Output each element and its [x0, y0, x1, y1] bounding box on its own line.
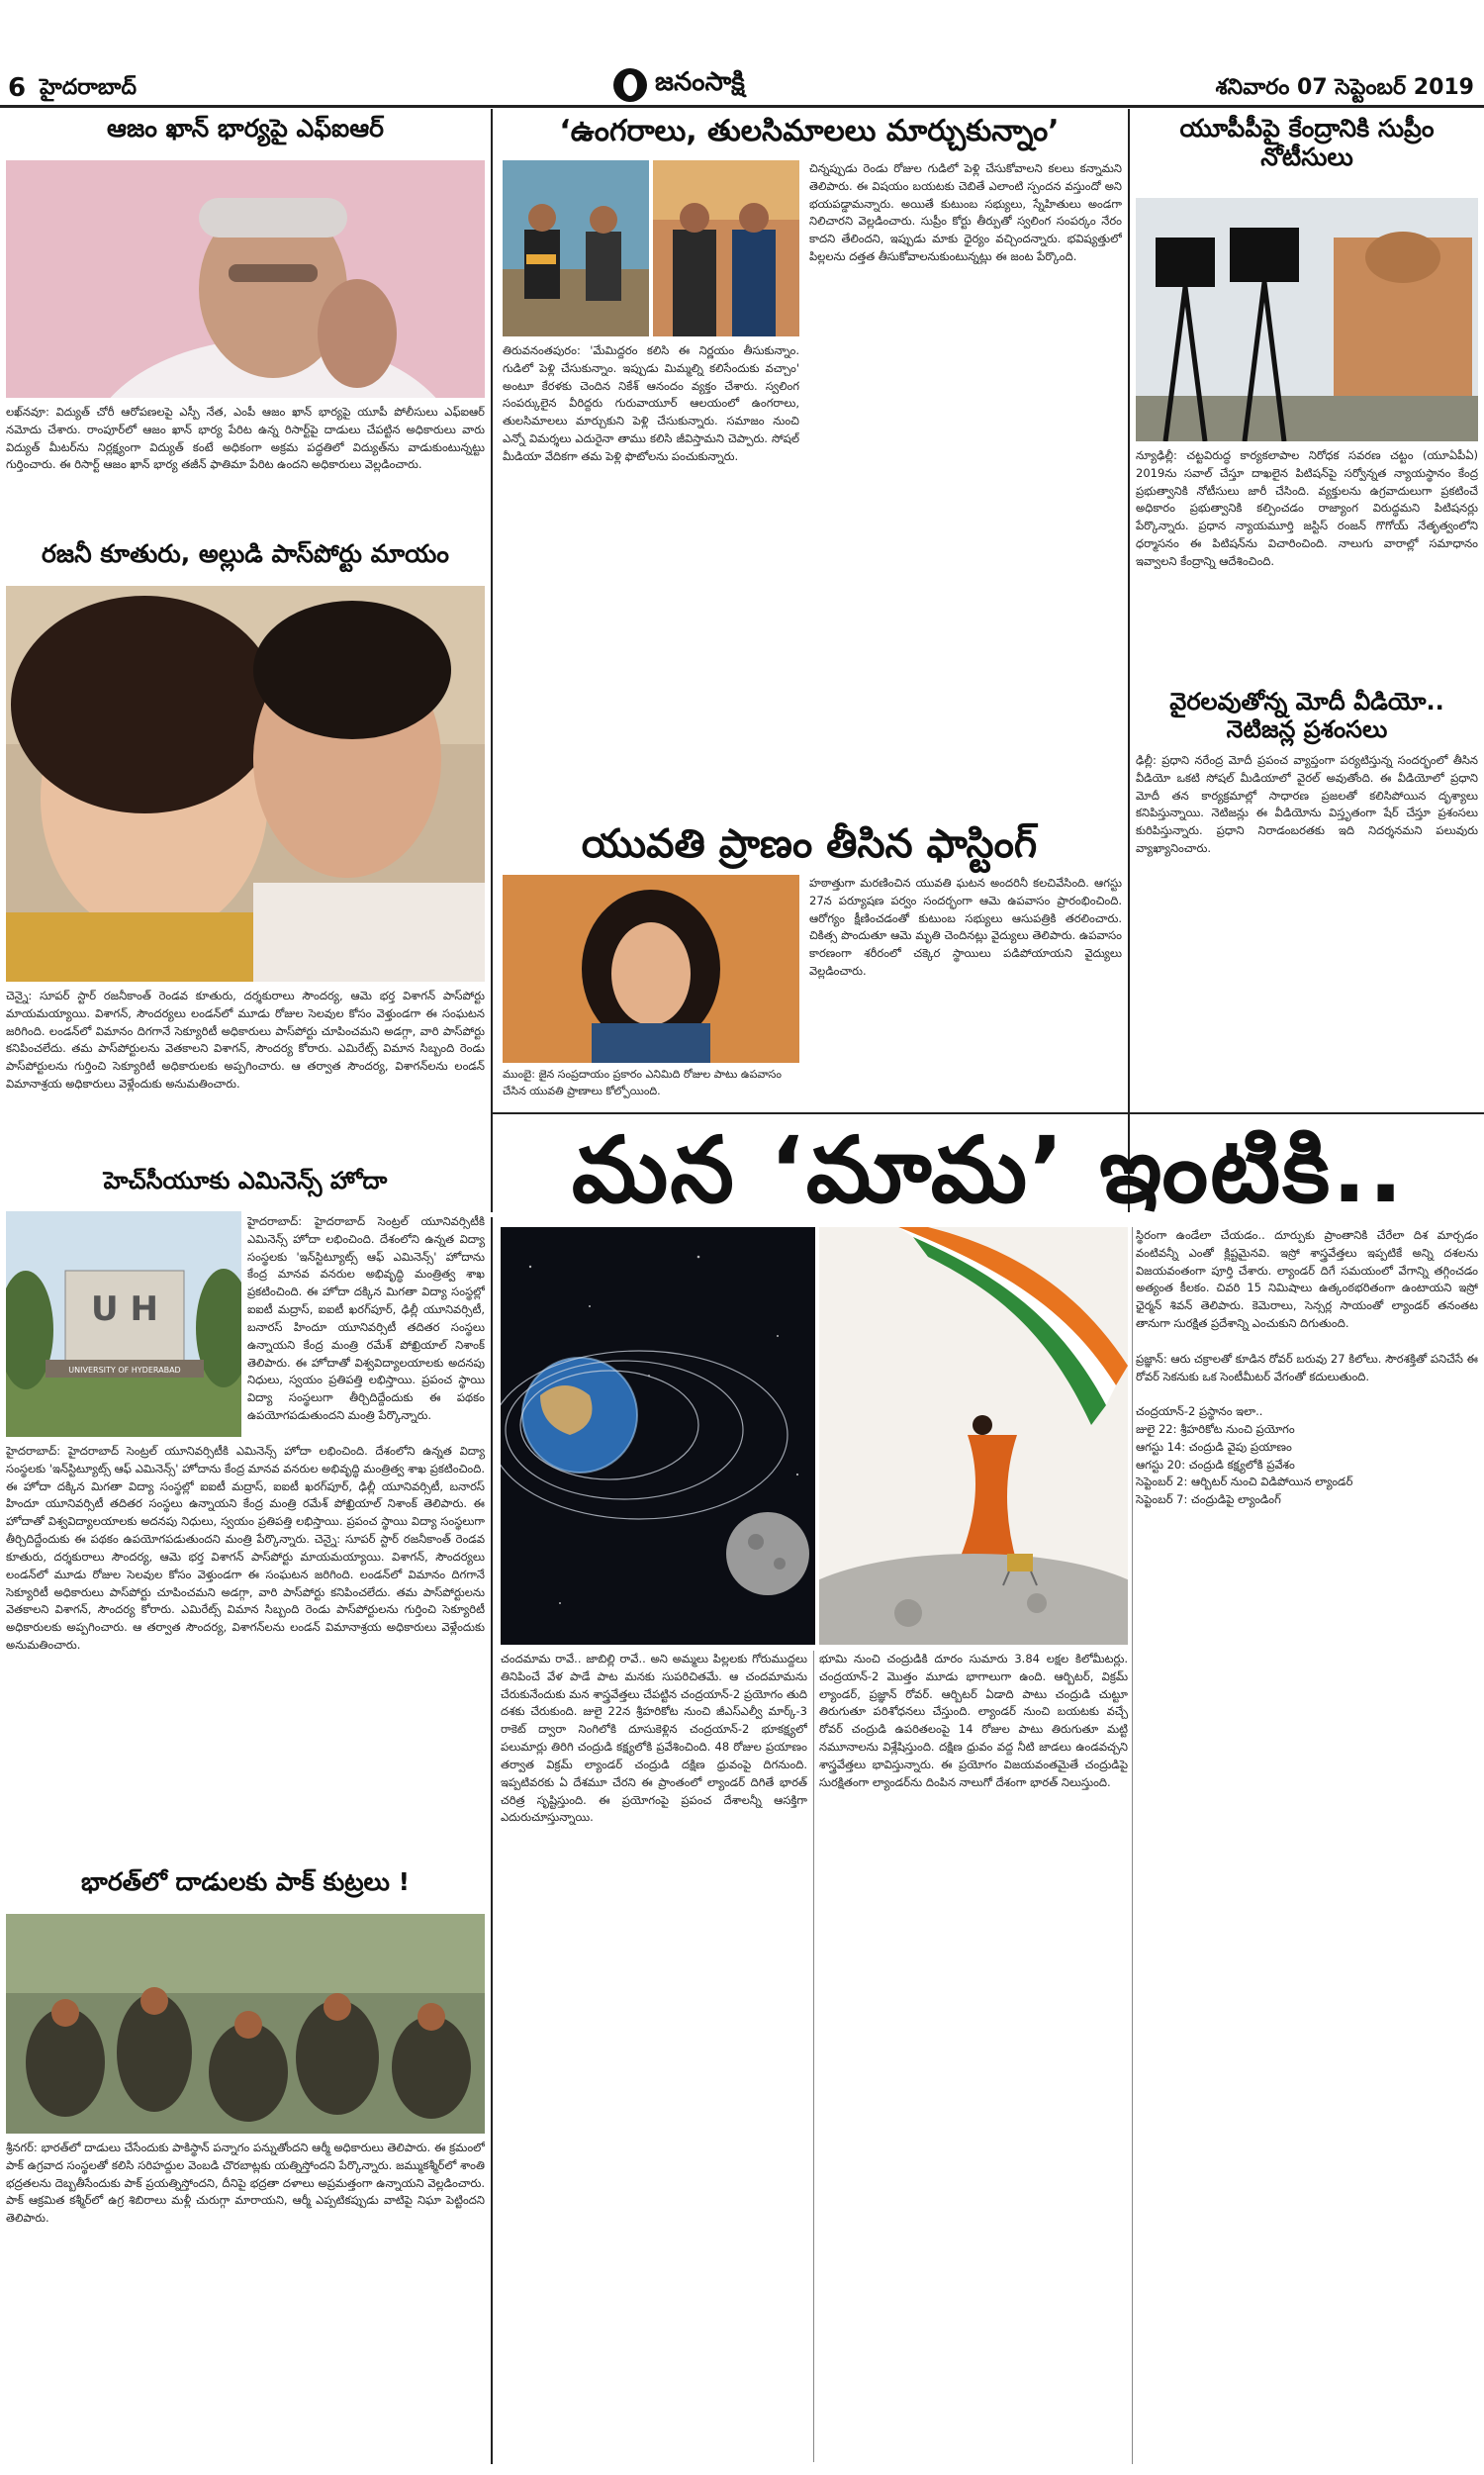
fasting-article: హఠాత్తుగా మరణించిన యువతి ఘటన అందరినీ కలచివేసింది. ఆగస్టు 27న పర్యూషణ పర్వం సందర్భంగా ఆమె ఉపవాసం ప్రారంభించింది. ఆరోగ్యం క్షీణించడంతో కుటుంబ సభ్యులు ఆసుపత్రికి తరలించారు. చికిత్స పొందుతూ ఆమె మృతి చెందినట్లు వైద్యులు తెలిపారు. ఉపవాసం కారణంగా శరీరంలో చక్కెర స్థాయిలు పడిపోయాయని వైద్యులు వెల్లడించారు.	[809, 876, 1122, 979]
earth-moon-orbit-image	[501, 1227, 815, 1645]
supreme-court-photo	[1136, 198, 1478, 441]
page-number: 6	[8, 73, 27, 103]
ring-article-left: తిరువనంతపురం: 'మేమిద్దరం కలిసి ఈ నిర్ణయం తీసుకున్నాం. గుడిలో పెళ్లి చేసుకున్నాం. ఇప్పుడు మిమ్మల్ని కలిసేందుకు వచ్చాం' అంటూ కేరళకు చెందిన నికేశ్ ఆనందం వ్యక్తం చేశారు. స్వలింగ సంపర్కులైన వీరిద్దరు గురువాయూర్ ఆలయంలో ఉంగరాలు, తులసిమాలలు మార్చుకుని పెళ్లి చేసుకున్నారు. సమాజం నుంచి ఎన్నో విమర్శలు ఎదురైనా తాము కలిసి జీవిస్తామని చెప్పారు. సోషల్ మీడియా వేదికగా తమ పెళ్లి ఫొటోలను పంచుకున్నారు.	[503, 343, 799, 463]
column-divider	[1128, 109, 1130, 1212]
fasting-girl-photo	[503, 875, 799, 1063]
mama-headline: మన ‘మామ’ ఇంటికి..	[571, 1117, 1406, 1223]
location-label: హైదరాబాద్	[40, 75, 137, 100]
masthead	[613, 65, 745, 105]
azam-headline: ఆజం ఖాన్ భార్యపై ఎఫ్ఐఆర్	[107, 114, 384, 143]
masthead-title: జనంసాక్షి	[655, 67, 745, 97]
pak-headline: భారత్‌లో దాడులకు పాక్ కుట్రలు !	[81, 1867, 410, 1896]
uoh-sign-text: UNIVERSITY OF HYDERABAD	[68, 1366, 181, 1375]
ring-headline: ‘ఉంగరాలు, తులసిమాలలు మార్చుకున్నాం’	[559, 114, 1060, 148]
rajini-article: చెన్నై: సూపర్ స్టార్ రజనీకాంత్ రెండవ కూతురు, దర్శకురాలు సౌందర్య, ఆమె భర్త విశాగన్ పాస్‌పోర్టు మాయమయ్యాయి. విశాగన్, సౌందర్యలు లండన్‌లో మూడు రోజుల సెలవుల కోసం వెళ్తుండగా ఈ సంఘటన జరిగింది. లండన్‌లో విమానం దిగగానే సెక్యూరిటీ అధికారులు పాస్‌పోర్టు చూపించమని అడగ్గా, వారి పాస్‌పోర్టు కనిపించలేదు. తమ పాస్‌పోర్టులను వెతకాలని విశాగన్, సౌందర్య కోరారు. ఎమిరేట్స్ విమాన సిబ్బంది రెండు పాస్‌పోర్టులను గుర్తించి సెక్యూరిటీ అధికారులకు అప్పగించారు. ఆ తర్వాత సౌందర్య, విశాగన్‌లను లండన్ విమానాశ్రయ అధికారులు వెళ్లేందుకు అనుమతించారు.	[6, 989, 485, 1092]
uoh-headline: హెచ్‌సీయూకు ఎమినెన్స్ హోదా	[103, 1167, 388, 1194]
azam-khan-photo	[6, 160, 485, 398]
up-article: న్యూఢిల్లీ: చట్టవిరుద్ధ కార్యకలాపాల నిరోధక సవరణ చట్టం (యూఏపీఏ) 2019ను సవాల్ చేస్తూ దాఖలైన పిటిషన్‌పై సర్వోన్నత న్యాయస్థానం కేంద్ర ప్రభుత్వానికి నోటీసులు జారీ చేసింది. వ్యక్తులను ఉగ్రవాదులుగా ప్రకటించే అధికారం ప్రభుత్వానికి కల్పించడం రాజ్యాంగ విరుద్ధమని పిటిషనర్లు పేర్కొన్నారు. ప్రధాన న్యాయమూర్తి జస్టిస్ రంజన్ గొగోయ్ నేతృత్వంలోని ధర్మాసనం ఈ పిటిషన్‌ను విచారించింది. నాలుగు వారాల్లో సమాధానం ఇవ్వాలని కేంద్రాన్ని ఆదేశించింది.	[1136, 448, 1478, 568]
uoh-campus-photo	[6, 1211, 241, 1437]
modi-article: ఢిల్లీ: ప్రధాని నరేంద్ర మోదీ ప్రపంచ వ్యాప్తంగా పర్యటిస్తున్న సందర్భంలో తీసిన వీడియో ఒకటి సోషల్ మీడియాలో వైరల్ అవుతోంది. ఈ వీడియోలో ప్రధాని మోదీ తన కార్యక్రమాల్లో సాధారణ ప్రజలతో కలిసిపోయిన దృశ్యాలు కనిపిస్తున్నాయి. నెటిజన్లు ఈ వీడియోను విస్తృతంగా షేర్ చేస్తూ ప్రశంసలు కురిపిస్తున్నారు. ప్రధాని నిరాడంబరతకు ఇది నిదర్శనమని పలువురు వ్యాఖ్యానించారు.	[1136, 753, 1478, 856]
uoh-letters: U H	[91, 1289, 158, 1329]
column-divider	[491, 109, 493, 1212]
uoh-article-continued	[6, 1443, 485, 1858]
feature-divider	[1132, 1227, 1133, 2464]
soundarya-vishagan-photo	[6, 586, 485, 982]
ring-article-right: చిన్నప్పుడు రెండు రోజుల గుడిలో పెళ్లి చేసుకోవాలని కలలు కన్నామని తెలిపారు. ఈ విషయం బయటకు చెబితే ఎలాంటి స్పందన వస్తుందో అని భయపడ్డామన్నారు. అయితే కుటుంబ సభ్యులు, స్నేహితులు అండగా నిలిచారని వెల్లడించారు. సుప్రీం కోర్టు తీర్పుతో స్వలింగ సంపర్కం నేరం కాదని తేలిందని, ఇప్పుడు మాకు ధైర్యం వచ్చిందన్నారు. భవిష్యత్తులో పిల్లలను దత్తత తీసుకోవాలనుకుంటున్నట్లు ఈ జంట పేర్కొంది.	[809, 161, 1122, 264]
mama-article-mid: భూమి నుంచి చంద్రుడికి దూరం సుమారు 3.84 లక్షల కిలోమీటర్లు. చంద్రయాన్-2 మొత్తం మూడు భాగాలుగా ఉంది. ఆర్బిటర్, విక్రమ్ ల్యాండర్, ప్రజ్ఞాన్ రోవర్. ఆర్బిటర్ ఏడాది పాటు చంద్రుడి చుట్టూ తిరుగుతూ పరిశోధనలు చేస్తుంది. ల్యాండర్ నుంచి బయటకు వచ్చే రోవర్ చంద్రుడి ఉపరితలంపై 14 రోజుల పాటు తిరుగుతూ మట్టి నమూనాలను విశ్లేషిస్తుంది. దక్షిణ ధ్రువం వద్ద నీటి జాడలు ఉండవచ్చని శాస్త్రవేత్తలు భావిస్తున్నారు. ఈ ప్రయోగం విజయవంతమైతే చంద్రుడిపై సురక్షితంగా ల్యాండర్‌ను దింపిన నాలుగో దేశంగా భారత్ నిలుస్తుంది.	[819, 1652, 1128, 1789]
fasting-caption: ముంబై: జైన సంప్రదాయం ప్రకారం ఎనిమిది రోజుల పాటు ఉపవాసం చేసిన యువతి ప్రాణాలు కోల్పోయింది.	[503, 1068, 782, 1097]
page-header	[0, 0, 1484, 109]
feature-top-rule	[493, 1112, 1484, 1114]
fasting-headline: యువతి ప్రాణం తీసిన ఫాస్టింగ్	[581, 821, 1038, 867]
header-rule	[0, 105, 1484, 108]
pak-article: శ్రీనగర్: భారత్‌లో దాడులు చేసేందుకు పాకిస్థాన్ పన్నాగం పన్నుతోందని ఆర్మీ అధికారులు తెలిపారు. ఈ క్రమంలో పాక్ ఉగ్రవాద సంస్థలతో కలిసి సరిహద్దుల వెంబడి చొరబాట్లకు యత్నిస్తోందని పేర్కొన్నారు. జమ్ముకశ్మీర్‌లో శాంతి భద్రతలను దెబ్బతీసేందుకు పాక్ ప్రయత్నిస్తోందని, దీనిపై భద్రతా దళాలు అప్రమత్తంగా ఉన్నాయని వెల్లడించారు. పాక్ ఆక్రమిత కశ్మీర్‌లో ఉగ్ర శిబిరాలు మళ్లీ చురుగ్గా మారాయని, ఆర్మీ ఎప్పటికప్పుడు వాటిపై నిఘా పెట్టిందని తెలిపారు.	[6, 2141, 485, 2226]
modi-headline: వైరలవుతోన్న మోదీ వీడియో.. నెటిజన్ల ప్రశంసలు	[1169, 688, 1444, 743]
issue-date: శనివారం 07 సెప్టెంబర్ 2019	[1215, 75, 1474, 100]
up-headline: యూపీపీపై కేంద్రానికి సుప్రీం నోటీసులు	[1179, 114, 1435, 171]
couple-photo-2	[653, 160, 799, 336]
uoh-article-text: హైదరాబాద్: హైదరాబాద్ సెంట్రల్ యూనివర్సిటీకి ఎమినెన్స్ హోదా లభించింది. దేశంలోని ఉన్నత విద్యా సంస్థలకు 'ఇన్‌స్టిట్యూట్స్ ఆఫ్ ఎమినెన్స్' హోదాను కేంద్ర మానవ వనరుల అభివృద్ధి మంత్రిత్వ శాఖ ప్రకటించింది. ఈ హోదా దక్కిన మిగతా విద్యా సంస్థల్లో ఐఐటీ మద్రాస్, ఐఐటీ ఖరగ్‌పూర్, ఢిల్లీ యూనివర్సిటీ, బనారస్ హిందూ యూనివర్సిటీ తదితర సంస్థలు ఉన్నాయని కేంద్ర మంత్రి రమేశ్ పోఖ్రియాల్ నిశాంక్ తెలిపారు. ఈ హోదాతో విశ్వవిద్యాలయాలకు అదనపు నిధులు, స్వయం ప్రతిపత్తి లభిస్తాయి. ప్రపంచ స్థాయి విద్యా సంస్థలుగా తీర్చిదిద్దేందుకు ఈ పథకం ఉపయోగపడుతుందని మంత్రి పేర్కొన్నారు.	[6, 1444, 485, 1547]
masthead-logo-icon	[613, 68, 647, 102]
uoh-article-text-2: చెన్నై: సూపర్ స్టార్ రజనీకాంత్ రెండవ కూతురు, దర్శకురాలు సౌందర్య, ఆమె భర్త విశాగన్ పాస్‌పోర్టు మాయమయ్యాయి. విశాగన్, సౌందర్యలు లండన్‌లో మూడు రోజుల సెలవుల కోసం వెళ్తుండగా ఈ సంఘటన జరిగింది. లండన్‌లో విమానం దిగగానే సెక్యూరిటీ అధికారులు పాస్‌పోర్టు చూపించమని అడగ్గా, వారి పాస్‌పోర్టు కనిపించలేదు. తమ పాస్‌పోర్టులను వెతకాలని విశాగన్, సౌందర్య కోరారు. ఎమిరేట్స్ విమాన సిబ్బంది రెండు పాస్‌పోర్టులను గుర్తించి సెక్యూరిటీ అధికారులకు అప్పగించారు. ఆ తర్వాత సౌందర్య, విశాగన్‌లను లండన్ విమానాశ్రయ అధికారులు వెళ్లేందుకు అనుమతించారు.	[6, 1532, 485, 1652]
azam-article: లఖ్‌నవూ: విద్యుత్ చోరీ ఆరోపణలపై ఎస్పీ నేత, ఎంపీ ఆజం ఖాన్ భార్యపై యూపీ పోలీసులు ఎఫ్ఐఆర్ నమోదు చేశారు. రాంపూర్‌లో ఆజం ఖాన్ భార్య పేరిట ఉన్న రిసార్ట్‌పై దాడులు చేపట్టిన అధికారులు వారు విద్యుత్ మీటర్‌ను నిర్లక్ష్యంగా విద్యుత్ కంటే అధికంగా అక్రమ పద్ధతిలో విద్యుత్‌ను వాడుకుంటున్నట్టు గుర్తించారు. ఈ రిసార్ట్ ఆజం ఖాన్ భార్య తజీన్ ఫాతిమా పేరిట ఉందని అధికారులు వెల్లడించారు.	[6, 405, 485, 472]
mama-article-left: చందమామ రావే.. జాబిల్లి రావే.. అని అమ్మలు పిల్లలకు గోరుముద్దలు తినిపించే వేళ పాడే పాట మనకు సుపరిచితమే. ఆ చందమామను చేరుకునేందుకు మన శాస్త్రవేత్తలు చేపట్టిన చంద్రయాన్-2 ప్రయోగం తుది దశకు చేరుకుంది. జులై 22న శ్రీహరికోట నుంచి జీఎస్ఎల్వీ మార్క్-3 రాకెట్ ద్వారా నింగిలోకి దూసుకెళ్లిన చంద్రయాన్-2 భూకక్ష్యలో పలుమార్లు తిరిగి చంద్రుడి కక్ష్యలోకి ప్రవేశించింది. 48 రోజుల ప్రయాణం తర్వాత విక్రమ్ ల్యాండర్ చంద్రుడి దక్షిణ ధ్రువంపై దిగనుంది. ఇప్పటివరకు ఏ దేశమూ చేరని ఈ ప్రాంతంలో ల్యాండర్ దిగితే భారత్ చరిత్ర సృష్టిస్తుంది. ఈ ప్రయోగంపై ప్రపంచ దేశాలన్నీ ఆసక్తిగా ఎదురుచూస్తున్నాయి.	[501, 1652, 807, 1825]
feature-divider	[813, 1651, 814, 2462]
army-photo	[6, 1914, 485, 2134]
uoh-article: హైదరాబాద్: హైదరాబాద్ సెంట్రల్ యూనివర్సిటీకి ఎమినెన్స్ హోదా లభించింది. దేశంలోని ఉన్నత విద్యా సంస్థలకు 'ఇన్‌స్టిట్యూట్స్ ఆఫ్ ఎమినెన్స్' హోదాను కేంద్ర మానవ వనరుల అభివృద్ధి మంత్రిత్వ శాఖ ప్రకటించింది. ఈ హోదా దక్కిన మిగతా విద్యా సంస్థల్లో ఐఐటీ మద్రాస్, ఐఐటీ ఖరగ్‌పూర్, ఢిల్లీ యూనివర్సిటీ, బనారస్ హిందూ యూనివర్సిటీ తదితర సంస్థలు ఉన్నాయని కేంద్ర మంత్రి రమేశ్ పోఖ్రియాల్ నిశాంక్ తెలిపారు. ఈ హోదాతో విశ్వవిద్యాలయాలకు అదనపు నిధులు, స్వయం ప్రతిపత్తి లభిస్తాయి. ప్రపంచ స్థాయి విద్యా సంస్థలుగా తీర్చిదిద్దేందుకు ఈ పథకం ఉపయోగపడుతుందని మంత్రి పేర్కొన్నారు.	[247, 1214, 485, 1422]
column-divider	[491, 1217, 493, 2464]
rajini-headline: రజనీ కూతురు, అల్లుడి పాస్‌పోర్టు మాయం	[42, 539, 449, 568]
couple-photo-1	[503, 160, 649, 336]
mama-article-right: స్థిరంగా ఉండేలా చేయడం.. దూర్పుకు ప్రాంతానికి చేరేలా దిశ మార్చడం వంటివన్నీ ఎంతో క్లిష్టమైనవి. ఇస్రో శాస్త్రవేత్తలు ఇప్పటికే అన్ని దశలను విజయవంతంగా పూర్తి చేశారు. ల్యాండర్ దిగే సమయంలో వేగాన్ని తగ్గించడం అత్యంత కీలకం. చివరి 15 నిమిషాలు ఉత్కంఠభరితంగా ఉంటాయని ఇస్రో ఛైర్మన్ శివన్ తెలిపారు. కెమెరాలు, సెన్సర్ల సాయంతో ల్యాండర్ తనంతట తానుగా సురక్షిత ప్రదేశాన్ని ఎంచుకుని దిగుతుంది. ప్రజ్ఞాన్: ఆరు చక్రాలతో కూడిన రోవర్ బరువు 27 కిలోలు. సౌరశక్తితో పనిచేసే ఈ రోవర్ సెకనుకు ఒక సెంటీమీటర్ వేగంతో కదులుతుంది. చంద్రయాన్-2 ప్రస్థానం ఇలా.. జులై 22: శ్రీహరికోట నుంచి ప్రయోగం ఆగస్టు 14: చంద్రుడి వైపు ప్రయాణం ఆగస్టు 20: చంద్రుడి కక్ష్యలోకి ప్రవేశం సెప్టెంబర్ 2: ఆర్బిటర్ నుంచి విడిపోయిన ల్యాండర్ సెప్టెంబర్ 7: చంద్రుడిపై ల్యాండింగ్	[1136, 1228, 1478, 1507]
moon-flag-illustration	[819, 1227, 1128, 1645]
